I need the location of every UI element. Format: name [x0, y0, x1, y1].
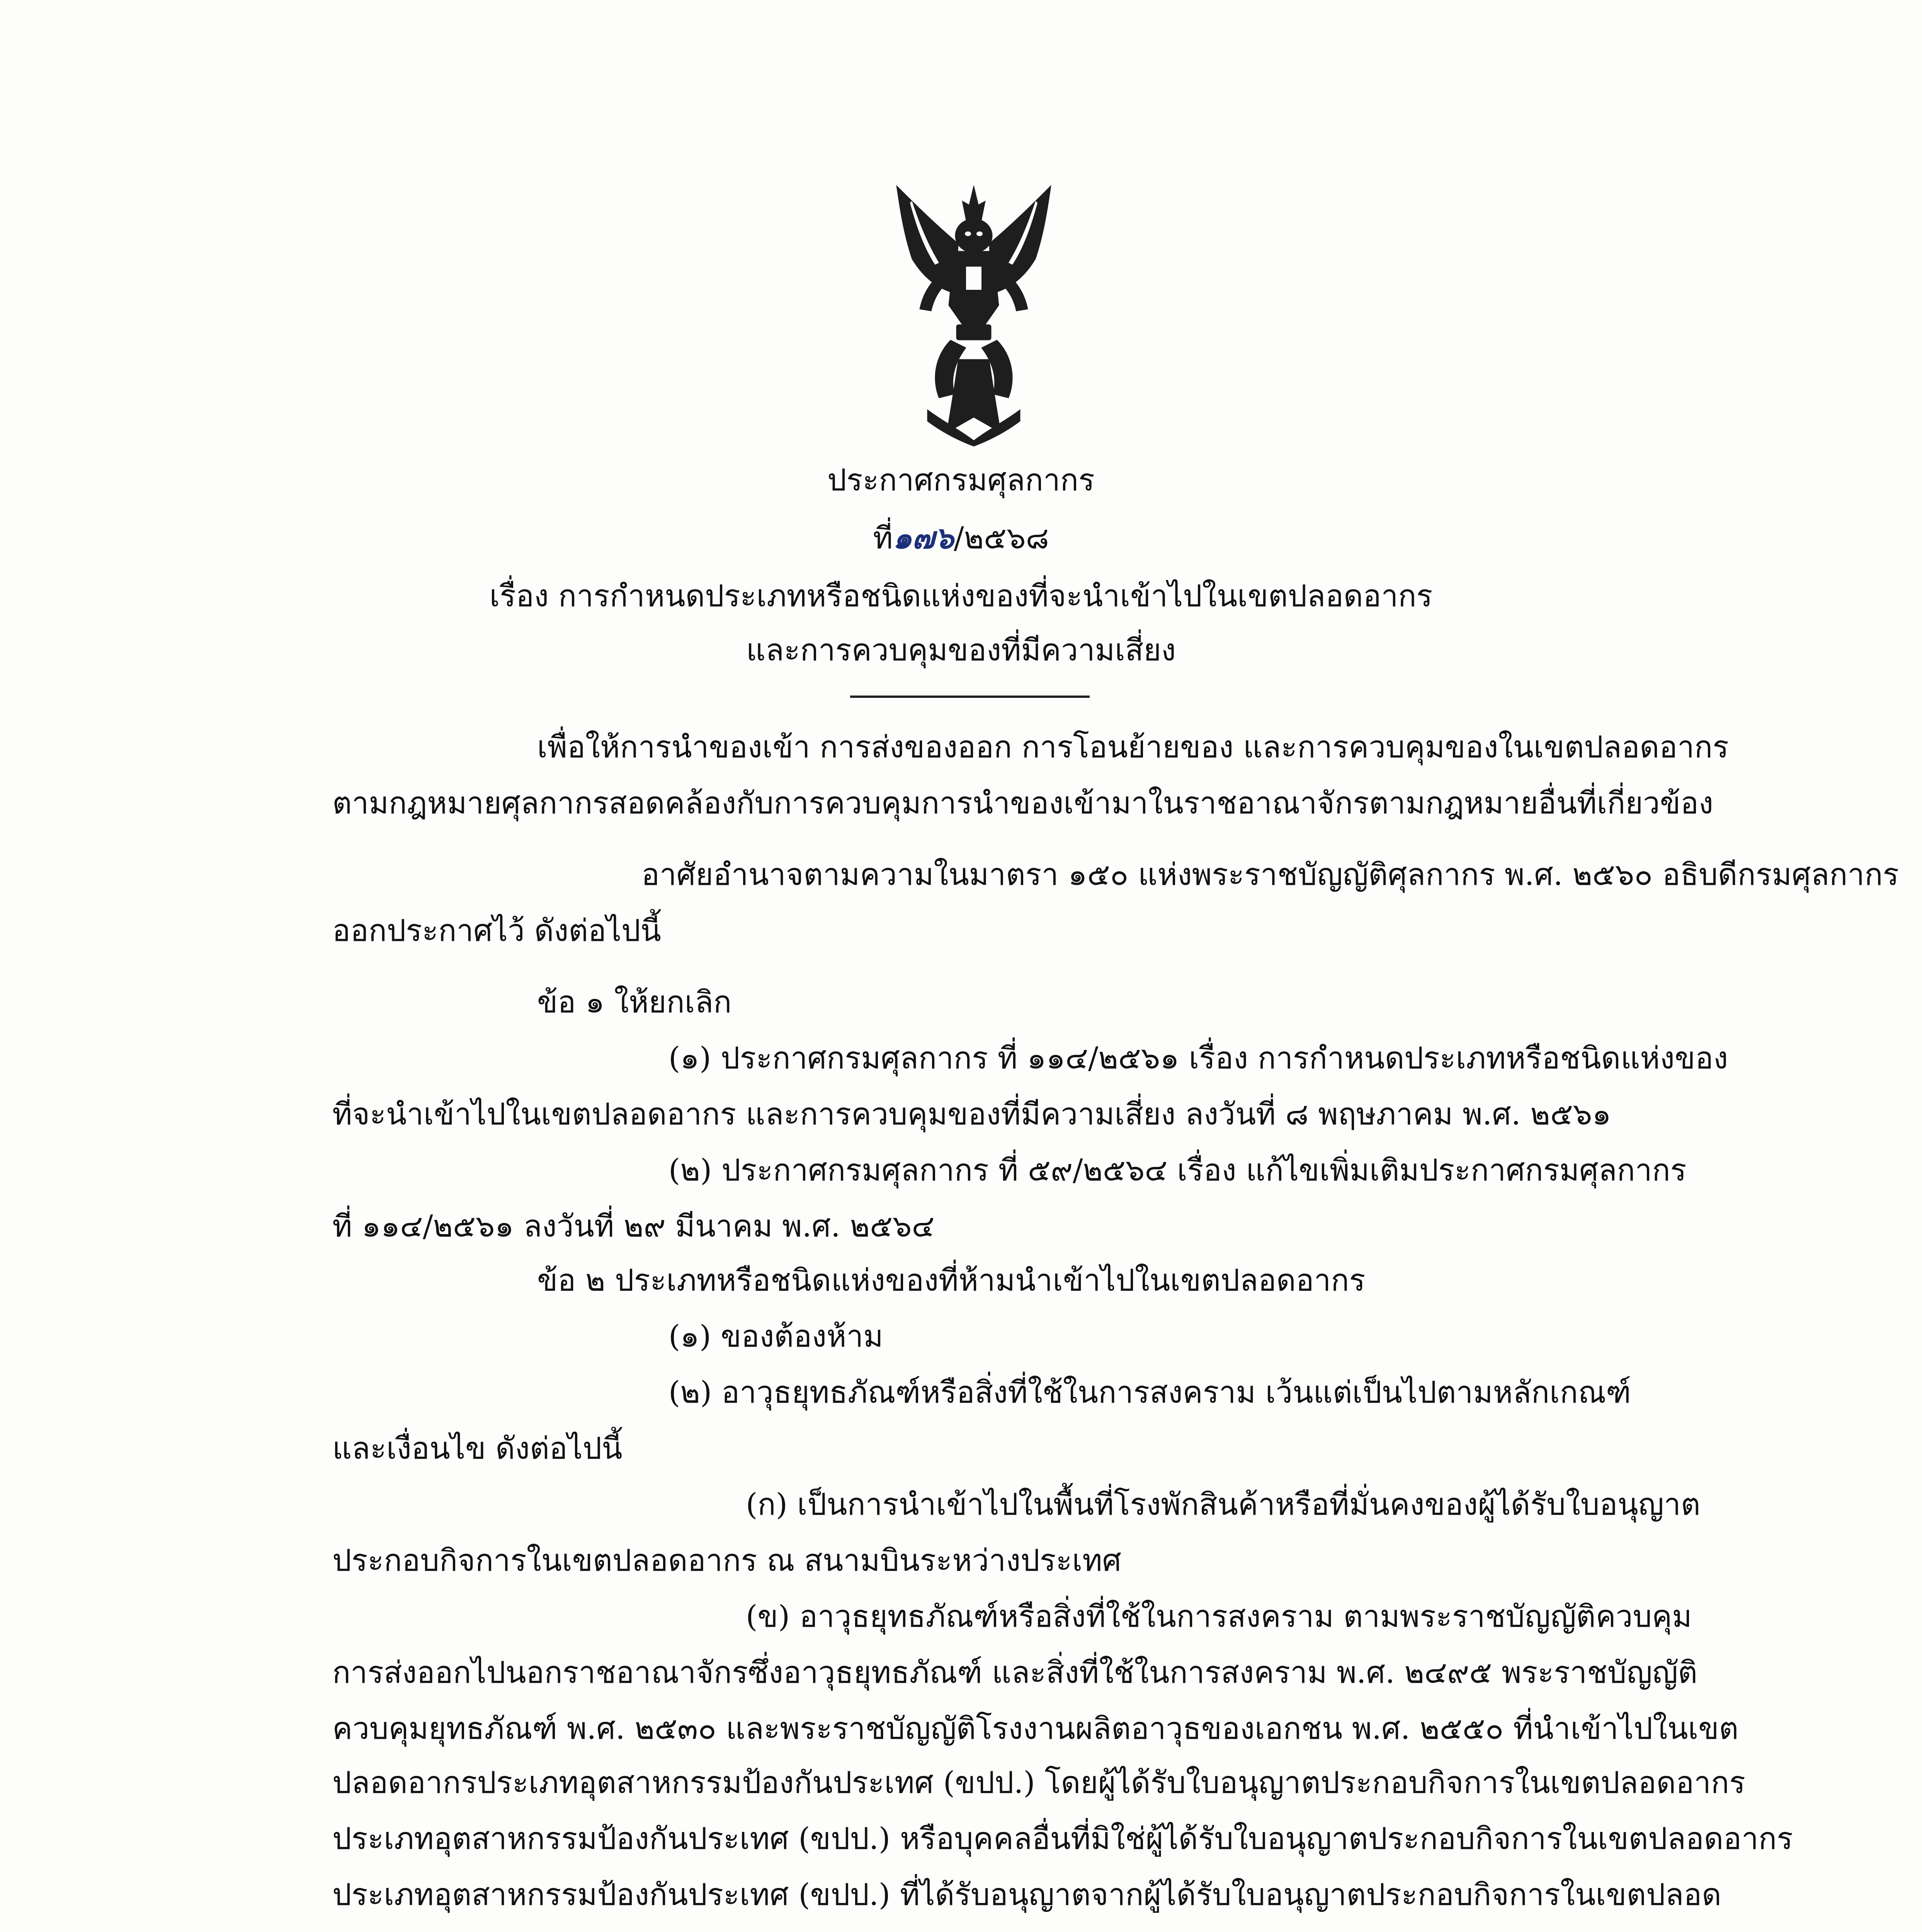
body-line: ที่ ๑๑๔/๒๕๖๑ ลงวันที่ ๒๙ มีนาคม พ.ศ. ๒๕๖๔ [332, 1209, 935, 1244]
body-line: ประกอบกิจการในเขตปลอดอากร ณ สนามบินระหว่างประเทศ [332, 1543, 1122, 1578]
body-line: (๒) ประกาศกรมศุลกากร ที่ ๕๙/๒๕๖๔ เรื่อง แก้ไขเพิ่มเติมประกาศกรมศุลกากร [668, 1153, 1687, 1188]
clause-heading: ข้อ ๒ ประเภทหรือชนิดแห่งของที่ห้ามนำเข้าไปในเขตปลอดอากร [537, 1263, 1366, 1298]
number-prefix: ที่ [873, 521, 893, 556]
clause-heading: ข้อ ๑ ให้ยกเลิก [537, 985, 732, 1020]
subject-line-2: และการควบคุมของที่มีความเสี่ยง [746, 633, 1176, 668]
body-line: ควบคุมยุทธภัณฑ์ พ.ศ. ๒๕๓๐ และพระราชบัญญัติโรงงานผลิตอาวุธของเอกชน พ.ศ. ๒๕๕๐ ที่นำเข้าไปในเขต [332, 1711, 1739, 1746]
body-line: ประเภทอุตสาหกรรมป้องกันประเทศ (ขปป.) ที่ได้รับอนุญาตจากผู้ได้รับใบอนุญาตประกอบกิจการในเขตปลอด [332, 1878, 1721, 1912]
body-line: (๑) ของต้องห้าม [668, 1319, 883, 1354]
body-line: และเงื่อนไข ดังต่อไปนี้ [332, 1431, 623, 1466]
body-line: การส่งออกไปนอกราชอาณาจักรซึ่งอาวุธยุทธภัณฑ์ และสิ่งที่ใช้ในการสงคราม พ.ศ. ๒๔๙๕ พระราชบัญญัติ [332, 1655, 1697, 1690]
body-line: (๒) อาวุธยุทธภัณฑ์หรือสิ่งที่ใช้ในการสงคราม เว้นแต่เป็นไปตามหลักเกณฑ์ [668, 1375, 1631, 1410]
body-line: ปลอดอากรประเภทอุตสาหกรรมป้องกันประเทศ (ขปป.) โดยผู้ได้รับใบอนุญาตประกอบกิจการในเขตปลอดอากร [332, 1765, 1745, 1800]
body-line: ตามกฎหมายศุลกากรสอดคล้องกับการควบคุมการนำของเข้ามาในราชอาณาจักรตามกฎหมายอื่นที่เกี่ยวข้อง [332, 786, 1713, 821]
number-suffix: /๒๕๖๘ [954, 521, 1049, 556]
body-line: (ก) เป็นการนำเข้าไปในพื้นที่โรงพักสินค้าหรือที่มั่นคงของผู้ได้รับใบอนุญาต [746, 1487, 1701, 1522]
handwritten-number: ๑๗๖ [893, 520, 954, 556]
body-line: (ข) อาวุธยุทธภัณฑ์หรือสิ่งที่ใช้ในการสงคราม ตามพระราชบัญญัติควบคุม [746, 1599, 1692, 1634]
announcement-number [0, 514, 1922, 562]
header-divider [850, 696, 1090, 698]
body-line: อาศัยอำนาจตามความในมาตรา ๑๕๐ แห่งพระราชบัญญัติศุลกากร พ.ศ. ๒๕๖๐ อธิบดีกรมศุลกากร [641, 857, 1899, 892]
body-line: ที่จะนำเข้าไปในเขตปลอดอากร และการควบคุมของที่มีความเสี่ยง ลงวันที่ ๘ พฤษภาคม พ.ศ. ๒๕๖๑ [332, 1097, 1611, 1132]
body-line: ออกประกาศไว้ ดังต่อไปนี้ [332, 913, 661, 948]
garuda-emblem-icon [889, 178, 1059, 448]
announcement-title: ประกาศกรมศุลกากร [827, 463, 1095, 498]
body-line: เพื่อให้การนำของเข้า การส่งของออก การโอนย้ายของ และการควบคุมของในเขตปลอดอากร [537, 730, 1729, 765]
body-line: ประเภทอุตสาหกรรมป้องกันประเทศ (ขปป.) หรือบุคคลอื่นที่มิใช่ผู้ได้รับใบอนุญาตประกอบกิจการในเขตปลอดอากร [332, 1821, 1793, 1856]
body-line: (๑) ประกาศกรมศุลกากร ที่ ๑๑๔/๒๕๖๑ เรื่อง การกำหนดประเภทหรือชนิดแห่งของ [668, 1041, 1728, 1076]
subject-line-1: เรื่อง การกำหนดประเภทหรือชนิดแห่งของที่จะนำเข้าไปในเขตปลอดอากร [489, 579, 1433, 614]
